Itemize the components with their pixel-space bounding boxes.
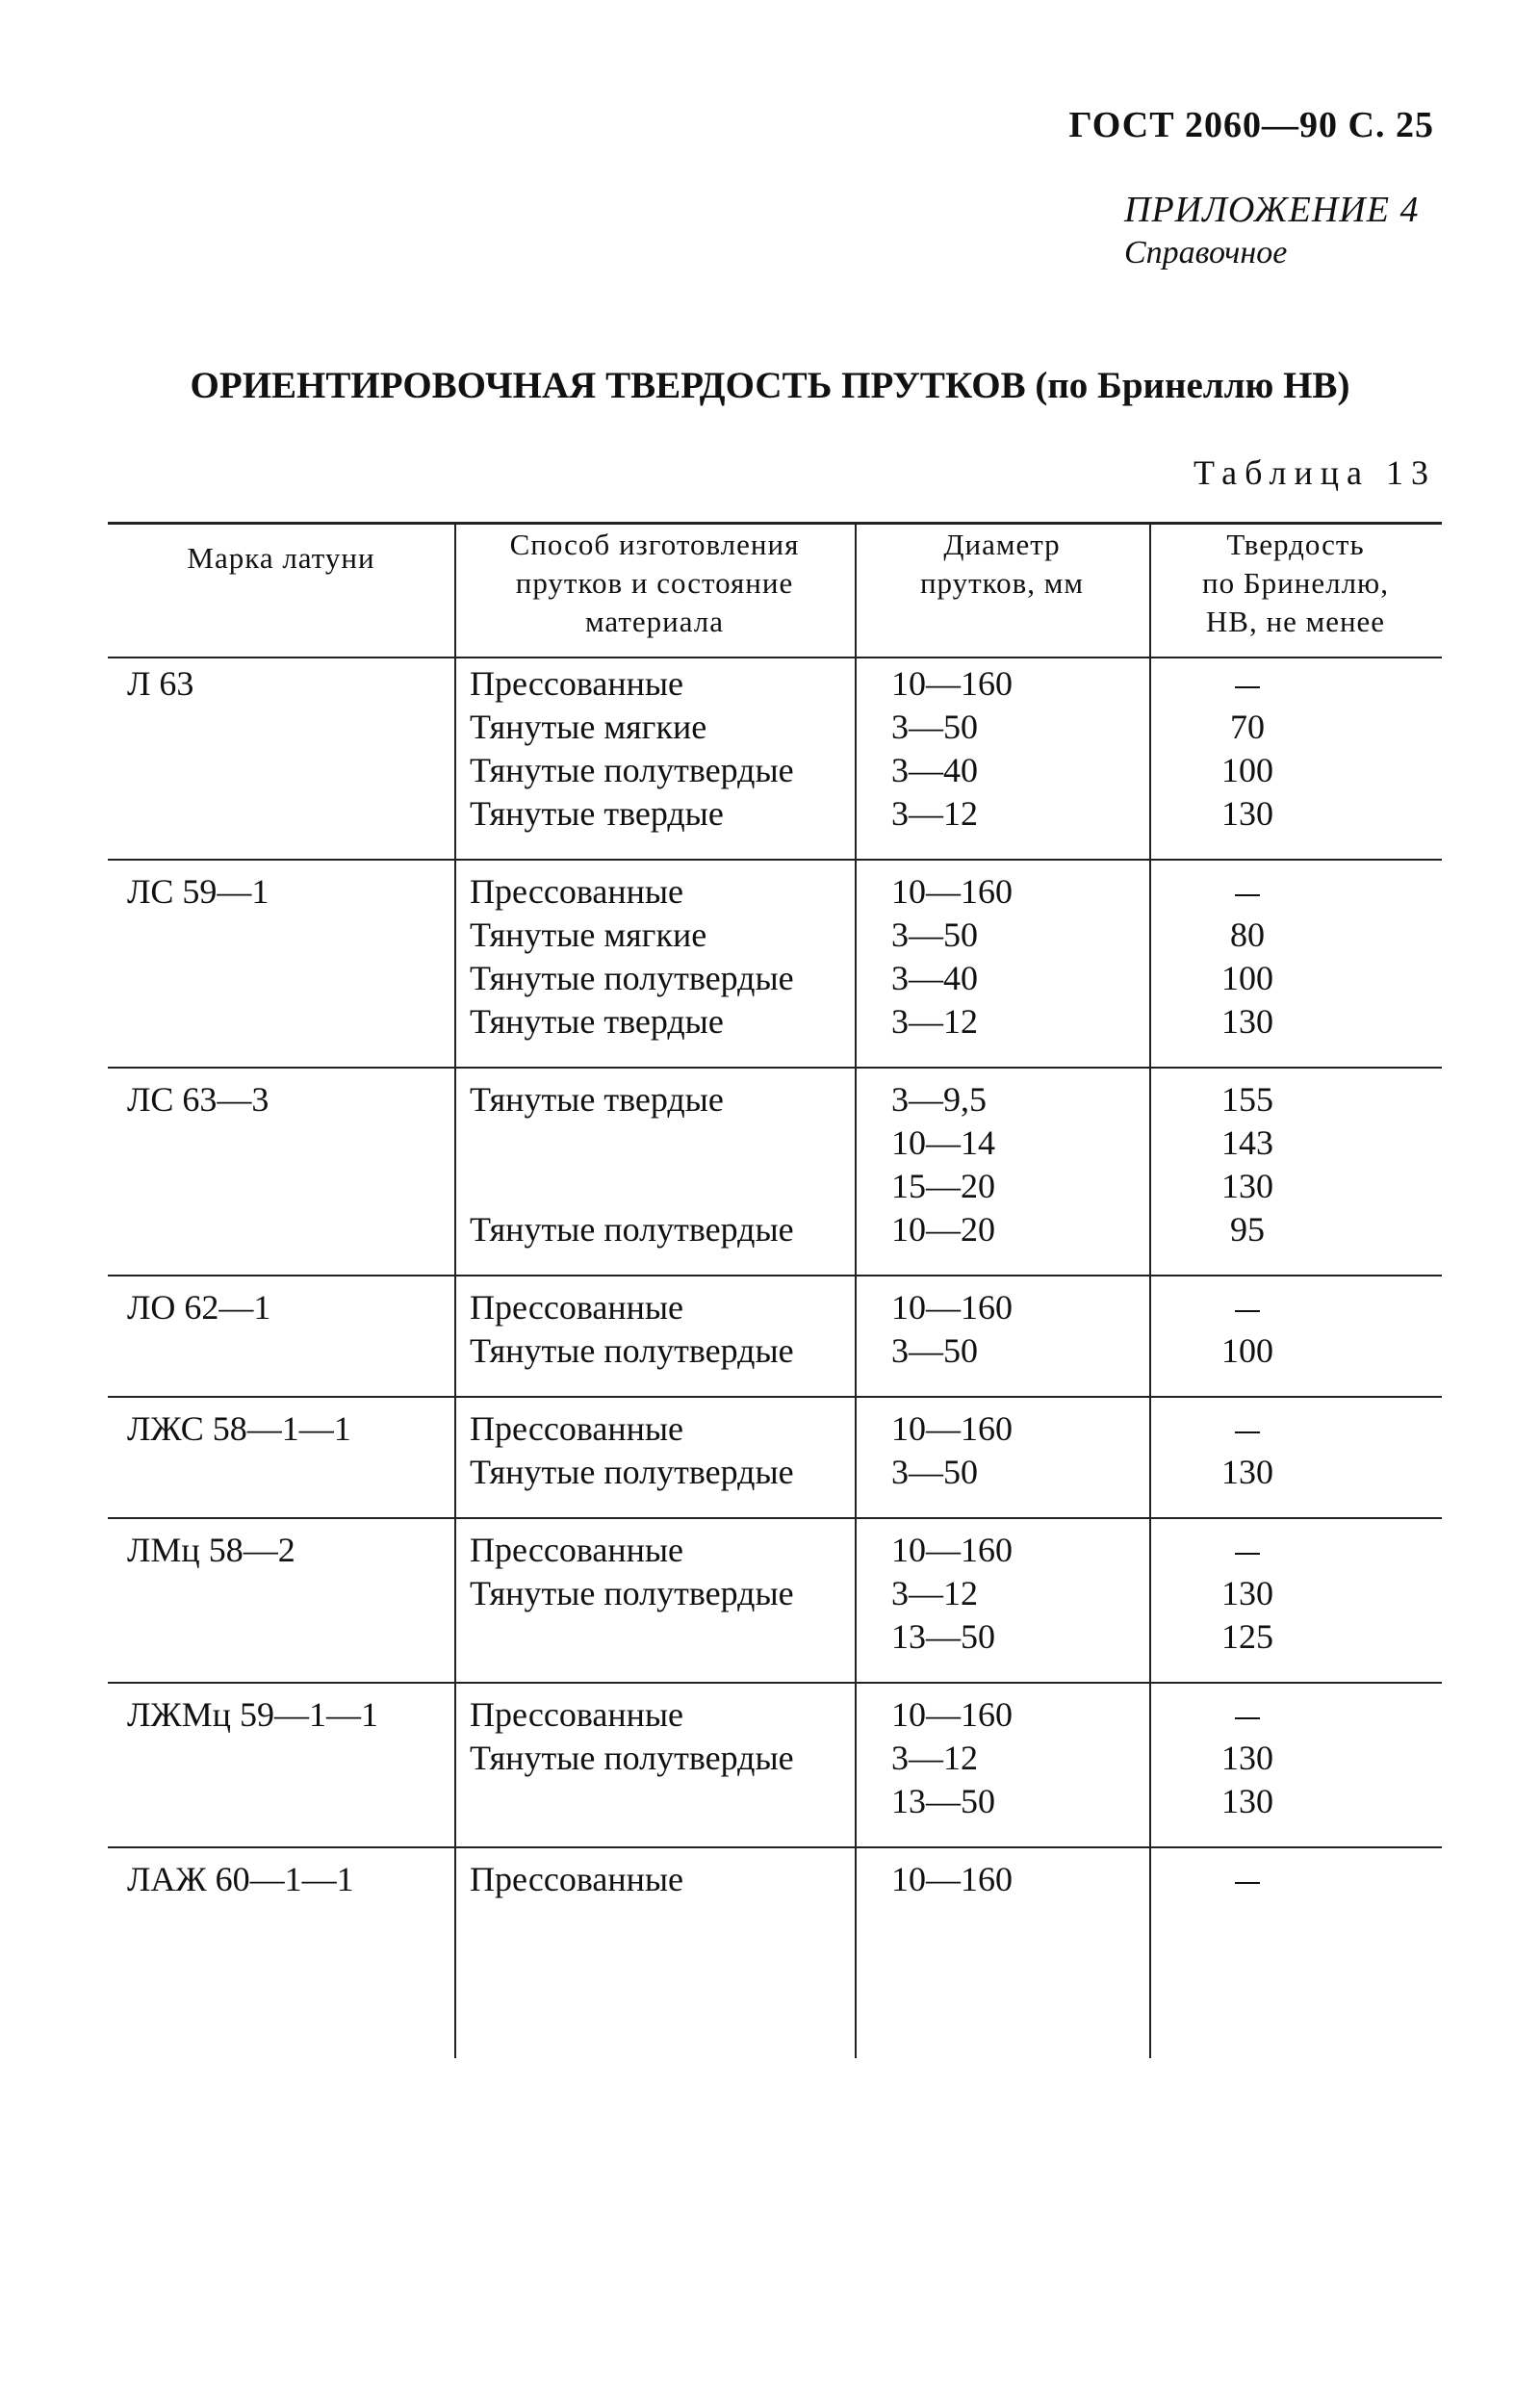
dash-mark [1235, 1310, 1260, 1312]
group-rule [108, 1275, 1442, 1276]
hardness-cell [1190, 1858, 1305, 1901]
grade-cell: ЛЖС 58—1—1 [127, 1409, 351, 1448]
hardness-cell: 125 [1221, 1617, 1273, 1656]
diameter-cell: 3—12 [891, 794, 978, 833]
diameter-cell: 3—12 [891, 1739, 978, 1777]
dash-mark [1235, 894, 1260, 896]
header-hardness-line: по Бринеллю, [1202, 566, 1389, 600]
header-diameter [855, 526, 1149, 603]
header-method-line: прутков и состояние [515, 566, 794, 600]
diameter-cell: 3—9,5 [891, 1080, 987, 1119]
hardness-cell: 100 [1221, 1331, 1273, 1370]
diameter-cell: 3—50 [891, 1331, 978, 1370]
hardness-cell [1190, 1693, 1305, 1737]
method-cell: Прессованные [470, 664, 684, 703]
method-cell: Тянутые мягкие [470, 915, 707, 954]
hardness-cell: 143 [1221, 1123, 1273, 1162]
diameter-cell: 10—160 [891, 1288, 1013, 1327]
diameter-cell: 10—20 [891, 1210, 995, 1249]
hardness-cell: 130 [1221, 794, 1273, 833]
grade-cell: Л 63 [127, 664, 194, 703]
header-diameter-line: Диаметр [943, 528, 1061, 561]
diameter-cell: 10—14 [891, 1123, 995, 1162]
header-hardness [1149, 526, 1442, 641]
diameter-cell: 3—40 [891, 751, 978, 789]
diameter-cell: 3—12 [891, 1574, 978, 1612]
hardness-cell: 100 [1221, 751, 1273, 789]
group-rule [108, 1846, 1442, 1848]
header-method-line: Способ изготовления [509, 528, 800, 561]
hardness-cell [1190, 662, 1305, 706]
table-label: Таблица 13 [1194, 453, 1436, 492]
diameter-cell: 10—160 [891, 1695, 1013, 1734]
method-cell: Тянутые полутвердые [470, 1574, 794, 1612]
method-cell: Тянутые твердые [470, 1002, 724, 1041]
diameter-cell: 15—20 [891, 1167, 995, 1205]
diameter-cell: 13—50 [891, 1617, 995, 1656]
header-diameter-line: прутков, мм [919, 566, 1085, 600]
page-title: ОРИЕНТИРОВОЧНАЯ ТВЕРДОСТЬ ПРУТКОВ (по Бринеллю НВ) [190, 365, 1350, 406]
header-hardness-line: Твердость [1226, 528, 1365, 561]
method-cell: Тянутые полутвердые [470, 1210, 794, 1249]
document-reference: ГОСТ 2060—90 С. 25 [1068, 105, 1434, 145]
method-cell: Тянутые мягкие [470, 708, 707, 746]
hardness-cell: 95 [1230, 1210, 1265, 1249]
header-method [454, 526, 855, 641]
method-cell: Тянутые полутвердые [470, 751, 794, 789]
hardness-cell: 100 [1221, 959, 1273, 997]
diameter-cell: 13—50 [891, 1782, 995, 1820]
column-divider [454, 522, 456, 2058]
diameter-cell: 3—12 [891, 1002, 978, 1041]
dash-mark [1235, 1553, 1260, 1555]
hardness-cell: 80 [1230, 915, 1265, 954]
grade-cell: ЛЖМц 59—1—1 [127, 1695, 378, 1734]
hardness-cell: 130 [1221, 1782, 1273, 1820]
table-top-rule [108, 522, 1442, 525]
method-cell: Тянутые твердые [470, 794, 724, 833]
method-cell: Прессованные [470, 1531, 684, 1569]
dash-mark [1235, 1717, 1260, 1719]
grade-cell: ЛС 63—3 [127, 1080, 270, 1119]
diameter-cell: 3—50 [891, 708, 978, 746]
hardness-cell: 155 [1221, 1080, 1273, 1119]
grade-cell: ЛАЖ 60—1—1 [127, 1860, 354, 1898]
header-grade [108, 539, 454, 578]
header-hardness-line: НВ, не менее [1205, 605, 1386, 638]
hardness-cell: 130 [1221, 1739, 1273, 1777]
hardness-cell [1190, 1286, 1305, 1329]
group-rule [108, 1682, 1442, 1684]
method-cell: Прессованные [470, 872, 684, 911]
method-cell: Тянутые полутвердые [470, 959, 794, 997]
diameter-cell: 3—50 [891, 1453, 978, 1491]
method-cell: Тянутые твердые [470, 1080, 724, 1119]
column-divider [855, 522, 857, 2058]
method-cell: Прессованные [470, 1695, 684, 1734]
hardness-cell [1190, 1407, 1305, 1451]
method-cell: Тянутые полутвердые [470, 1331, 794, 1370]
method-cell: Тянутые полутвердые [470, 1739, 794, 1777]
appendix-heading: ПРИЛОЖЕНИЕ 4 [1124, 190, 1420, 230]
hardness-cell: 130 [1221, 1002, 1273, 1041]
dash-mark [1235, 1431, 1260, 1433]
diameter-cell: 3—40 [891, 959, 978, 997]
method-cell: Тянутые полутвердые [470, 1453, 794, 1491]
hardness-cell: 130 [1221, 1453, 1273, 1491]
diameter-cell: 10—160 [891, 1860, 1013, 1898]
diameter-cell: 10—160 [891, 1409, 1013, 1448]
hardness-cell: 130 [1221, 1167, 1273, 1205]
grade-cell: ЛМц 58—2 [127, 1531, 295, 1569]
grade-cell: ЛС 59—1 [127, 872, 270, 911]
group-rule [108, 859, 1442, 861]
group-rule [108, 1396, 1442, 1398]
diameter-cell: 3—50 [891, 915, 978, 954]
column-divider [1149, 522, 1151, 2058]
grade-cell: ЛО 62—1 [127, 1288, 271, 1327]
diameter-cell: 10—160 [891, 664, 1013, 703]
header-method-line: материала [584, 605, 725, 638]
diameter-cell: 10—160 [891, 1531, 1013, 1569]
diameter-cell: 10—160 [891, 872, 1013, 911]
method-cell: Прессованные [470, 1409, 684, 1448]
method-cell: Прессованные [470, 1860, 684, 1898]
group-rule [108, 1517, 1442, 1519]
hardness-cell [1190, 870, 1305, 914]
hardness-cell: 70 [1230, 708, 1265, 746]
dash-mark [1235, 1882, 1260, 1884]
dash-mark [1235, 686, 1260, 688]
hardness-cell: 130 [1221, 1574, 1273, 1612]
header-grade-line: Марка латуни [187, 541, 375, 575]
group-rule [108, 1067, 1442, 1069]
header-rule [108, 657, 1442, 658]
appendix-type: Справочное [1124, 235, 1288, 271]
method-cell: Прессованные [470, 1288, 684, 1327]
hardness-cell [1190, 1529, 1305, 1572]
